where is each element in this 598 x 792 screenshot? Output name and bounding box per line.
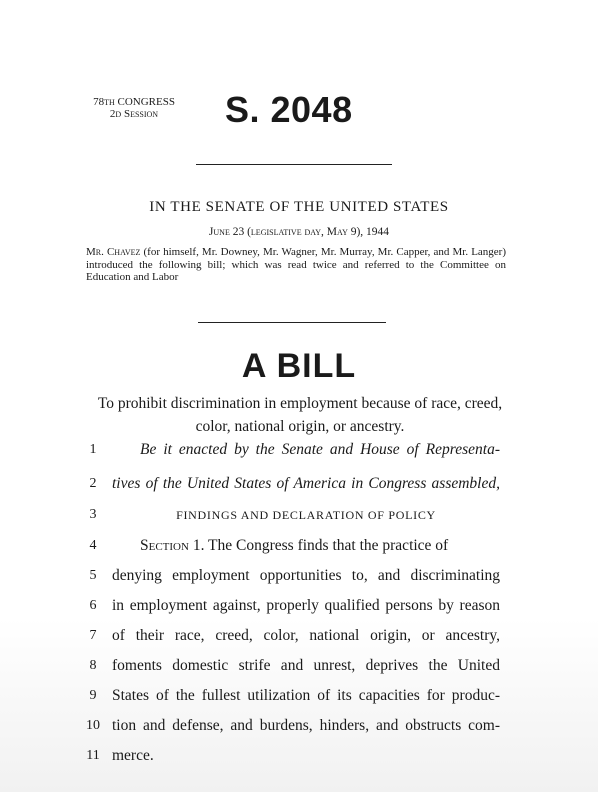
- line-number: 5: [89, 568, 97, 583]
- line-text: [112, 536, 500, 556]
- line-number: 11: [86, 748, 100, 763]
- line-text: tion and defense, and burdens, hinders, and obstructs com-: [112, 717, 500, 734]
- congress-session-label: [84, 96, 184, 120]
- line-text: denying employment opportunities to, and discriminating: [112, 567, 500, 584]
- congress-number: 78th CONGRESS: [93, 96, 175, 108]
- divider-top: [196, 164, 392, 165]
- line-text: of their race, creed, color, national origin, or ancestry,: [112, 627, 500, 644]
- bill-line: [0, 596, 598, 616]
- line-text: foments domestic strife and unrest, deprives the United: [112, 657, 500, 674]
- line-number: 9: [89, 688, 97, 703]
- line-text: in employment against, properly qualified persons by reason: [112, 597, 500, 614]
- chamber-heading: IN THE SENATE OF THE UNITED STATES: [149, 199, 449, 215]
- section-text: The Congress finds that the practice of: [204, 537, 449, 554]
- line-text: tives of the United States of America in Congress assembled,: [112, 475, 500, 492]
- line-text: States of the fullest utilization of its capacities for produc-: [112, 687, 500, 704]
- bill-line: [0, 505, 598, 525]
- sponsors-text: (for himself, Mr. Downey, Mr. Wagner, Mr. Murray, Mr. Capper, and Mr. Langer) introduced the following bill; which was read twice and referred to the Committee on Education and Labor: [86, 246, 507, 283]
- sponsors-paragraph: [86, 246, 506, 284]
- line-text: Be it enacted by the Senate and House of Representa-: [140, 441, 500, 458]
- section-label: Section 1.: [140, 537, 205, 554]
- introduction-date: June 23 (legislative day, May 9), 1944: [208, 226, 390, 238]
- bill-purpose: To prohibit discrimination in employment because of race, creed, color, national origin, or ancestry.: [97, 395, 503, 435]
- line-number: 7: [89, 628, 97, 643]
- bill-heading: A BILL: [241, 347, 357, 385]
- section-heading: FINDINGS AND DECLARATION OF POLICY: [176, 508, 436, 522]
- bill-line: [0, 626, 598, 646]
- line-number: 10: [86, 718, 100, 733]
- bill-line: [0, 746, 598, 766]
- line-number: 2: [89, 476, 97, 491]
- bill-line: [0, 536, 598, 556]
- bill-line: [0, 716, 598, 736]
- bill-line: [0, 686, 598, 706]
- line-number: 6: [89, 598, 97, 613]
- bill-line: [0, 566, 598, 586]
- session-number: 2d Session: [109, 108, 159, 120]
- line-number: 8: [89, 658, 97, 673]
- line-number: 1: [89, 442, 97, 457]
- line-text: merce.: [112, 747, 154, 764]
- bill-line: [0, 440, 598, 460]
- line-number: 4: [89, 538, 97, 553]
- bill-number: S. 2048: [225, 89, 353, 130]
- bill-line: [0, 474, 598, 494]
- divider-bottom: [198, 322, 386, 323]
- bill-line: [0, 656, 598, 676]
- lead-sponsor: Mr. Chavez: [86, 246, 141, 258]
- line-number: 3: [89, 507, 97, 522]
